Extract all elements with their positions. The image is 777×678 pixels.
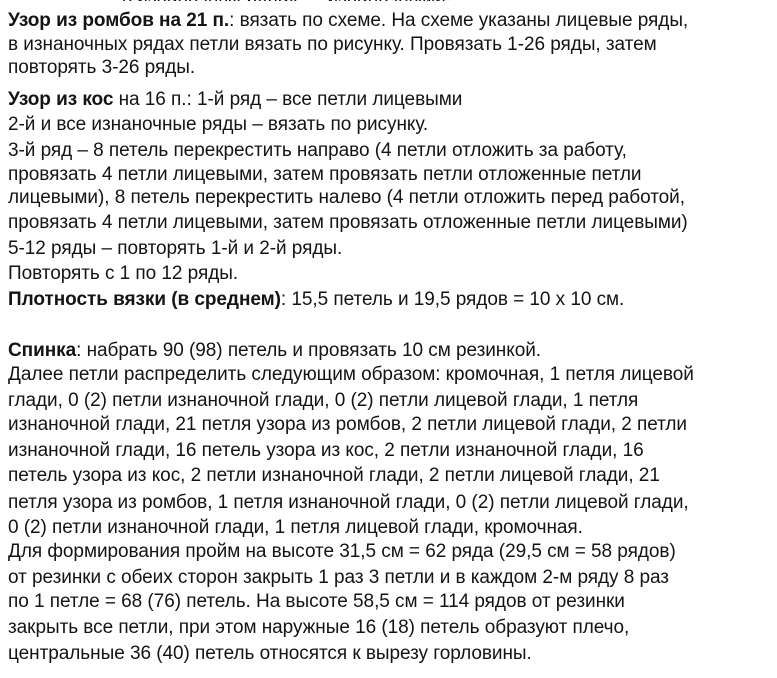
- text-line: [8, 34, 657, 56]
- line-text: закрыть все петли, при этом наружные 16 (18) петель образуют плечо,: [8, 617, 630, 638]
- line-text: в изнаночных рядах петли вязать по рисунку. Провязать 1-26 ряды, затем: [8, 34, 657, 55]
- line-text: повторять 3-26 ряды.: [8, 57, 196, 78]
- line-text: : 15,5 петель и 19,5 рядов = 10 х 10 см.: [280, 289, 625, 310]
- line-text: петель узора из кос, 2 петли изнаночной глади, 2 петли лицевой глади, 21: [8, 465, 660, 486]
- line-text: на 16 п.: 1-й ряд – все петли лицевыми: [113, 89, 463, 110]
- text-line: [8, 10, 688, 32]
- cut-off-text: [122, 0, 451, 1]
- text-line: [8, 187, 685, 209]
- text-line: [8, 591, 625, 613]
- cut-off-top-line: [0, 0, 777, 1]
- line-text: 0 (2) петли изнаночной глади, 1 петля лицевой глади, кромочная.: [8, 517, 583, 538]
- line-text: Далее петли распределить следующим образом: кромочная, 1 петля лицевой: [8, 364, 694, 385]
- text-line: [8, 643, 532, 665]
- line-text: петля узора из ромбов, 1 петля изнаночной глади, 0 (2) петли лицевой глади,: [8, 492, 689, 513]
- text-line: [8, 140, 627, 162]
- text-line: [8, 465, 660, 487]
- text-line: [8, 164, 641, 186]
- bold-heading: Узор из ромбов на 21 п.: [8, 10, 230, 31]
- line-text: Повторять с 1 по 12 ряды.: [8, 263, 239, 284]
- text-line: [8, 57, 195, 79]
- line-text: глади, 0 (2) петли изнаночной глади, 0 (2) петли лицевой глади, 1 петля: [8, 390, 639, 411]
- line-text: : набрать 90 (98) петель и провязать 10 см резинкой.: [76, 340, 542, 361]
- text-line: [8, 440, 644, 462]
- text-line: [8, 390, 638, 412]
- line-text: изнаночной глади, 21 петля узора из ромбов, 2 петли лицевой глади, 2 петли: [8, 414, 687, 435]
- text-line: [8, 114, 428, 136]
- text-line: [8, 567, 669, 589]
- line-text: Для формирования пройм на высоте 31,5 см = 62 ряда (29,5 см = 58 рядов): [8, 541, 676, 562]
- text-line: [8, 414, 687, 436]
- text-line: [8, 212, 688, 234]
- line-text: провязать 4 петли лицевыми, затем провязать петли отложенные петли: [8, 164, 642, 185]
- line-text: лицевыми), 8 петель перекрестить налево (4 петли отложить перед работой,: [8, 187, 685, 208]
- text-line: [8, 263, 238, 285]
- text-line: [8, 238, 342, 260]
- line-text: : вязать по схеме. На схеме указаны лицевые ряды,: [229, 10, 689, 31]
- line-text: 2-й и все изнаночные ряды – вязать по рисунку.: [8, 114, 429, 135]
- text-line: [8, 340, 541, 362]
- bold-heading: Спинка: [8, 340, 77, 361]
- bold-heading: Плотность вязки (в среднем): [8, 289, 281, 310]
- line-text: центральные 36 (40) петель относятся к вырезу горловины.: [8, 643, 532, 664]
- line-text: провязать 4 петли лицевыми, затем провязать отложенные петли лицевыми): [8, 212, 688, 233]
- text-line: [8, 89, 462, 111]
- text-line: [8, 289, 624, 311]
- line-text: от резинки с обеих сторон закрыть 1 раз 3 петли и в каждом 2-м ряду 8 раз: [8, 567, 669, 588]
- line-text: 5-12 ряды – повторять 1-й и 2-й ряды.: [8, 238, 343, 259]
- text-line: [8, 617, 629, 639]
- line-text: изнаночной глади, 16 петель узора из кос, 2 петли изнаночной глади, 16: [8, 440, 644, 461]
- line-text: 3-й ряд – 8 петель перекрестить направо (4 петли отложить за работу,: [8, 140, 627, 161]
- bold-heading: Узор из кос: [8, 89, 114, 110]
- text-line: [8, 492, 689, 514]
- text-line: [8, 541, 676, 563]
- line-text: по 1 петле = 68 (76) петель. На высоте 58,5 см = 114 рядов от резинки: [8, 591, 625, 612]
- text-line: [8, 517, 583, 539]
- text-line: [8, 364, 694, 386]
